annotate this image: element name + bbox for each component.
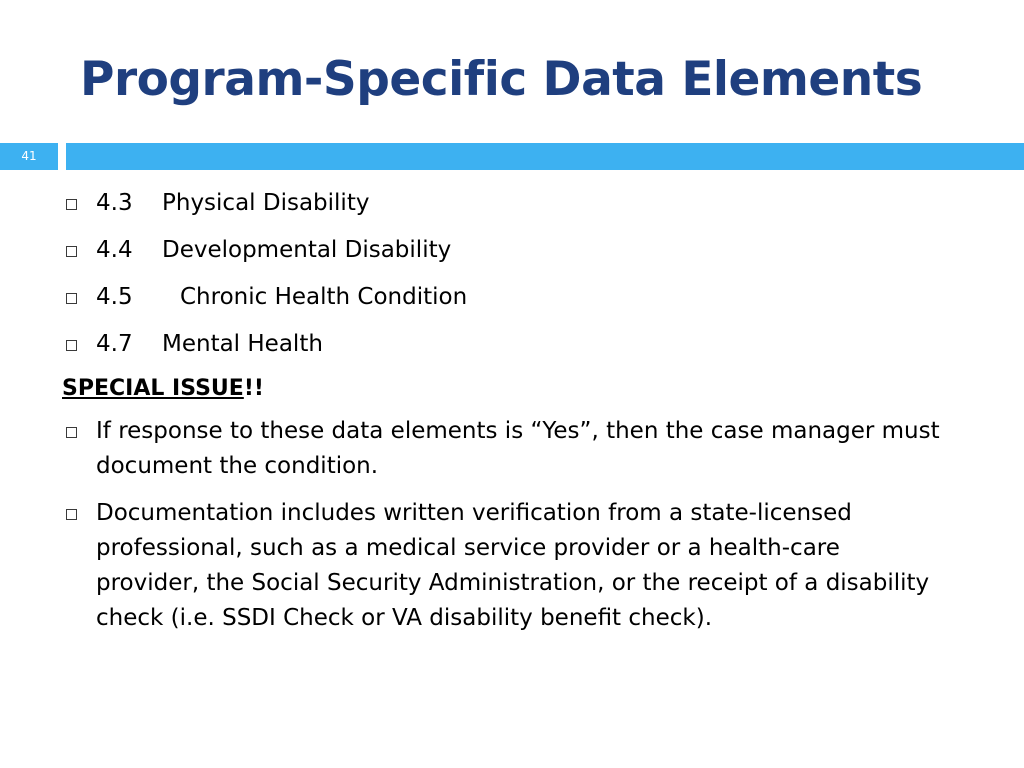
square-bullet-icon [66,246,77,257]
list-item [60,186,960,221]
special-issue-suffix: !! [243,376,264,401]
item-number: 4.3 [96,190,133,216]
item-number: 4.4 [96,237,133,263]
square-bullet-icon [66,340,77,351]
list-item-text [96,327,323,362]
slide-content [60,186,960,648]
list-item [60,280,960,315]
list-item-text [96,280,467,315]
item-number: 4.5 [96,284,133,310]
square-bullet-icon [66,509,77,520]
paragraph-text: If response to these data elements is “Yes”, then the case manager must document the condition. [96,418,940,479]
square-bullet-icon [66,293,77,304]
list-item-text [96,186,369,221]
special-issue-label: SPECIAL ISSUE [62,376,244,401]
item-number: 4.7 [96,331,133,357]
title-rule [66,143,1024,170]
square-bullet-icon [66,427,77,438]
slide-title: Program-Specific Data Elements [80,52,923,107]
list-item [60,327,960,362]
list-item-text [96,233,451,268]
list-item [60,414,960,484]
list-item [60,233,960,268]
item-label: Mental Health [162,331,323,357]
item-label: Chronic Health Condition [180,284,468,310]
square-bullet-icon [66,199,77,210]
paragraph-text: Documentation includes written verification from a state-licensed professional, such as a medical service provider or a health-care provider, the Social Security Administration, or the receipt of a disability check (i.e. SSDI Check or VA disability benefit check). [96,500,930,631]
special-issue-heading [62,374,960,404]
page-number: 41 [0,143,58,170]
item-label: Physical Disability [162,190,370,216]
item-label: Developmental Disability [162,237,452,263]
list-item [60,496,960,636]
